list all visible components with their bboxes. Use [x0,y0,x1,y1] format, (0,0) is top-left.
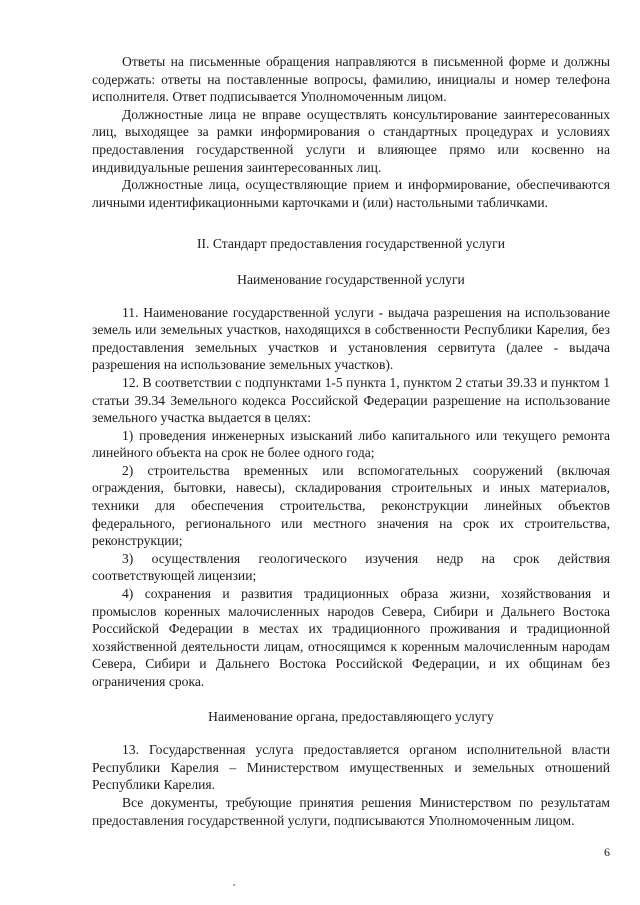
list-item-3: 3) осуществления геологического изучения недр на срок действия соответствующей лицензии; [92,550,610,584]
list-item-2: 2) строительства временных или вспомогательных сооружений (включая ограждения, бытовки, навесы), складирования строительных и иных материалов, техники для обеспечения строительства, реконструкции линейных объектов федерального, регионального или местного значения на срок их строительства, реконструкции; [92,462,610,549]
subheading-organ: Наименование органа, предоставляющего услугу [208,708,494,724]
subheading-service-name: Наименование государственной услуги [237,271,465,287]
scan-speck [233,884,235,886]
list-item-4: 4) сохранения и развития традиционных образа жизни, хозяйствования и промыслов коренных малочисленных народов Севера, Сибири и Дальнего Востока Российской Федерации в местах их традиционного проживания и традиционной хозяйственной деятельности лицам, относящимся к коренным малочисленным народам Севера, Сибири и Дальнего Востока Российской Федерации, и их общинам без ограничения срока. [92,586,610,689]
paragraph-officials-restriction: Должностные лица не вправе осуществлять консультирование заинтересованных лиц, выходящее за рамки информирования о стандартных процедурах и условиях предоставления государственной услуги и влияющее прямо или косвенно на индивидуальные решения заинтересованных лиц. [92,106,610,175]
list-item-1: 1) проведения инженерных изысканий либо капитального или текущего ремонта линейного объекта на срок не более одного года; [92,427,610,461]
paragraph-12: 12. В соответствии с подпунктами 1-5 пункта 1, пунктом 2 статьи 39.33 и пунктом 1 статьи 39.34 Земельного кодекса Российской Федерации разрешение на использование земельного участка выдается в целях: [92,374,610,426]
page-number: 6 [604,845,610,859]
paragraph-documents-signed: Все документы, требующие принятия решения Министерством по результатам предоставления государственной услуги, подписываются Уполномоченным лицом. [92,794,610,828]
paragraph-13: 13. Государственная услуга предоставляется органом исполнительной власти Республики Карелия – Министерством имущественных и земельных отношений Республики Карелия. [92,742,610,793]
section-heading: II. Стандарт предоставления государственной услуги [196,236,505,252]
paragraph-11: 11. Наименование государственной услуги - выдача разрешения на использование земель или земельных участков, находящихся в собственности Республики Карелия, без предоставления земельных участков и установления сервитута (далее - выдача разрешения на использование земельных участков). [92,304,610,373]
paragraph-written-replies: Ответы на письменные обращения направляются в письменной форме и должны содержать: ответы на поставленные вопросы, фамилию, инициалы и номер телефона исполнителя. Ответ подписывается Уполномоченным лицом. [92,54,610,105]
paragraph-officials-cards: Должностные лица, осуществляющие прием и информирование, обеспечиваются личными идентификационными карточками и (или) настольными табличками. [92,177,610,210]
